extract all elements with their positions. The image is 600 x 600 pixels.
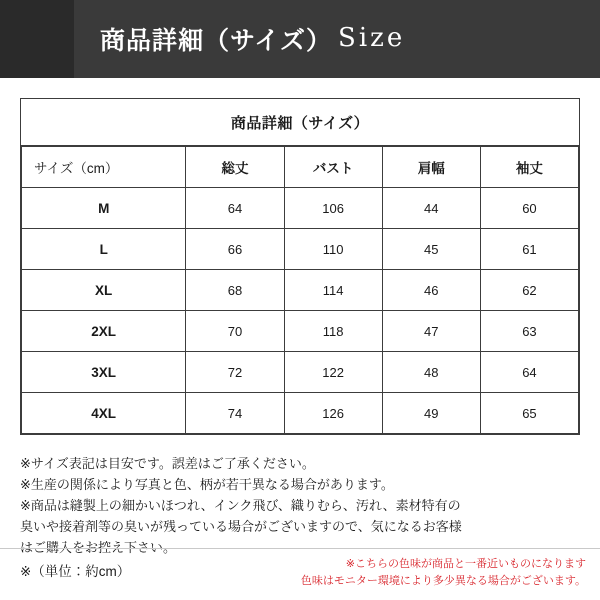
note-line: ※生産の関係により写真と色、柄が若干異なる場合があります。 bbox=[20, 477, 394, 493]
page-title-subtitle: Size bbox=[338, 23, 406, 53]
page-title: 商品詳細（サイズ） bbox=[100, 27, 333, 55]
cell-size: 3XL bbox=[22, 352, 186, 393]
table-header-row bbox=[22, 147, 579, 188]
color-disclaimer bbox=[301, 556, 586, 589]
cell-bust: 118 bbox=[284, 311, 382, 352]
cell-bust: 110 bbox=[284, 229, 382, 270]
size-table-head bbox=[22, 147, 579, 188]
cell-shoulder: 48 bbox=[382, 352, 480, 393]
color-disclaimer-line-1: ※こちらの色味が商品と一番近いものになります bbox=[345, 558, 586, 570]
cell-shoulder: 44 bbox=[382, 188, 480, 229]
table-row bbox=[22, 188, 579, 229]
cell-length: 64 bbox=[186, 188, 284, 229]
cell-shoulder: 49 bbox=[382, 393, 480, 434]
table-row bbox=[22, 352, 579, 393]
size-table-body bbox=[22, 188, 579, 434]
cell-sleeve: 63 bbox=[480, 311, 578, 352]
cell-shoulder: 45 bbox=[382, 229, 480, 270]
column-header-bust: バスト bbox=[284, 147, 382, 188]
cell-size: L bbox=[22, 229, 186, 270]
note-line: 臭いや接着剤等の臭いが残っている場合がございますので、気になるお客様 bbox=[20, 519, 462, 535]
size-table bbox=[21, 99, 579, 434]
note-line: ※商品は縫製上の細かいほつれ、インク飛び、織りむら、汚れ、素材特有の bbox=[20, 498, 461, 514]
column-header-shoulder: 肩幅 bbox=[382, 147, 480, 188]
header-accent-block bbox=[0, 0, 74, 78]
size-table-container bbox=[20, 98, 580, 435]
cell-sleeve: 64 bbox=[480, 352, 578, 393]
column-header-length: 総丈 bbox=[186, 147, 284, 188]
cell-sleeve: 62 bbox=[480, 270, 578, 311]
unit-note: ※（単位：約cm） bbox=[20, 564, 131, 579]
cell-sleeve: 61 bbox=[480, 229, 578, 270]
cell-size: 4XL bbox=[22, 393, 186, 434]
note-line: はご購入をお控え下さい。 bbox=[20, 540, 177, 556]
page-footer bbox=[0, 548, 600, 600]
table-row bbox=[22, 393, 579, 434]
cell-length: 74 bbox=[186, 393, 284, 434]
cell-size: XL bbox=[22, 270, 186, 311]
footer-divider bbox=[0, 548, 600, 549]
cell-sleeve: 60 bbox=[480, 188, 578, 229]
column-header-sleeve: 袖丈 bbox=[480, 147, 578, 188]
cell-shoulder: 46 bbox=[382, 270, 480, 311]
notes-section bbox=[20, 453, 580, 558]
cell-shoulder: 47 bbox=[382, 311, 480, 352]
note-line: ※サイズ表記は目安です。誤差はご了承ください。 bbox=[20, 456, 315, 471]
cell-length: 72 bbox=[186, 352, 284, 393]
cell-bust: 114 bbox=[284, 270, 382, 311]
cell-size: M bbox=[22, 188, 186, 229]
cell-length: 70 bbox=[186, 311, 284, 352]
column-header-size: サイズ（cm） bbox=[22, 147, 186, 188]
table-row bbox=[22, 270, 579, 311]
cell-bust: 122 bbox=[284, 352, 382, 393]
table-row bbox=[22, 311, 579, 352]
color-disclaimer-line-2: 色味はモニター環境により多少異なる場合がございます。 bbox=[300, 574, 586, 587]
table-row bbox=[22, 229, 579, 270]
page-header bbox=[0, 0, 600, 78]
cell-length: 68 bbox=[186, 270, 284, 311]
cell-sleeve: 65 bbox=[480, 393, 578, 434]
cell-size: 2XL bbox=[22, 311, 186, 352]
cell-length: 66 bbox=[186, 229, 284, 270]
cell-bust: 126 bbox=[284, 393, 382, 434]
cell-bust: 106 bbox=[284, 188, 382, 229]
size-table-caption: 商品詳細（サイズ） bbox=[21, 99, 579, 146]
